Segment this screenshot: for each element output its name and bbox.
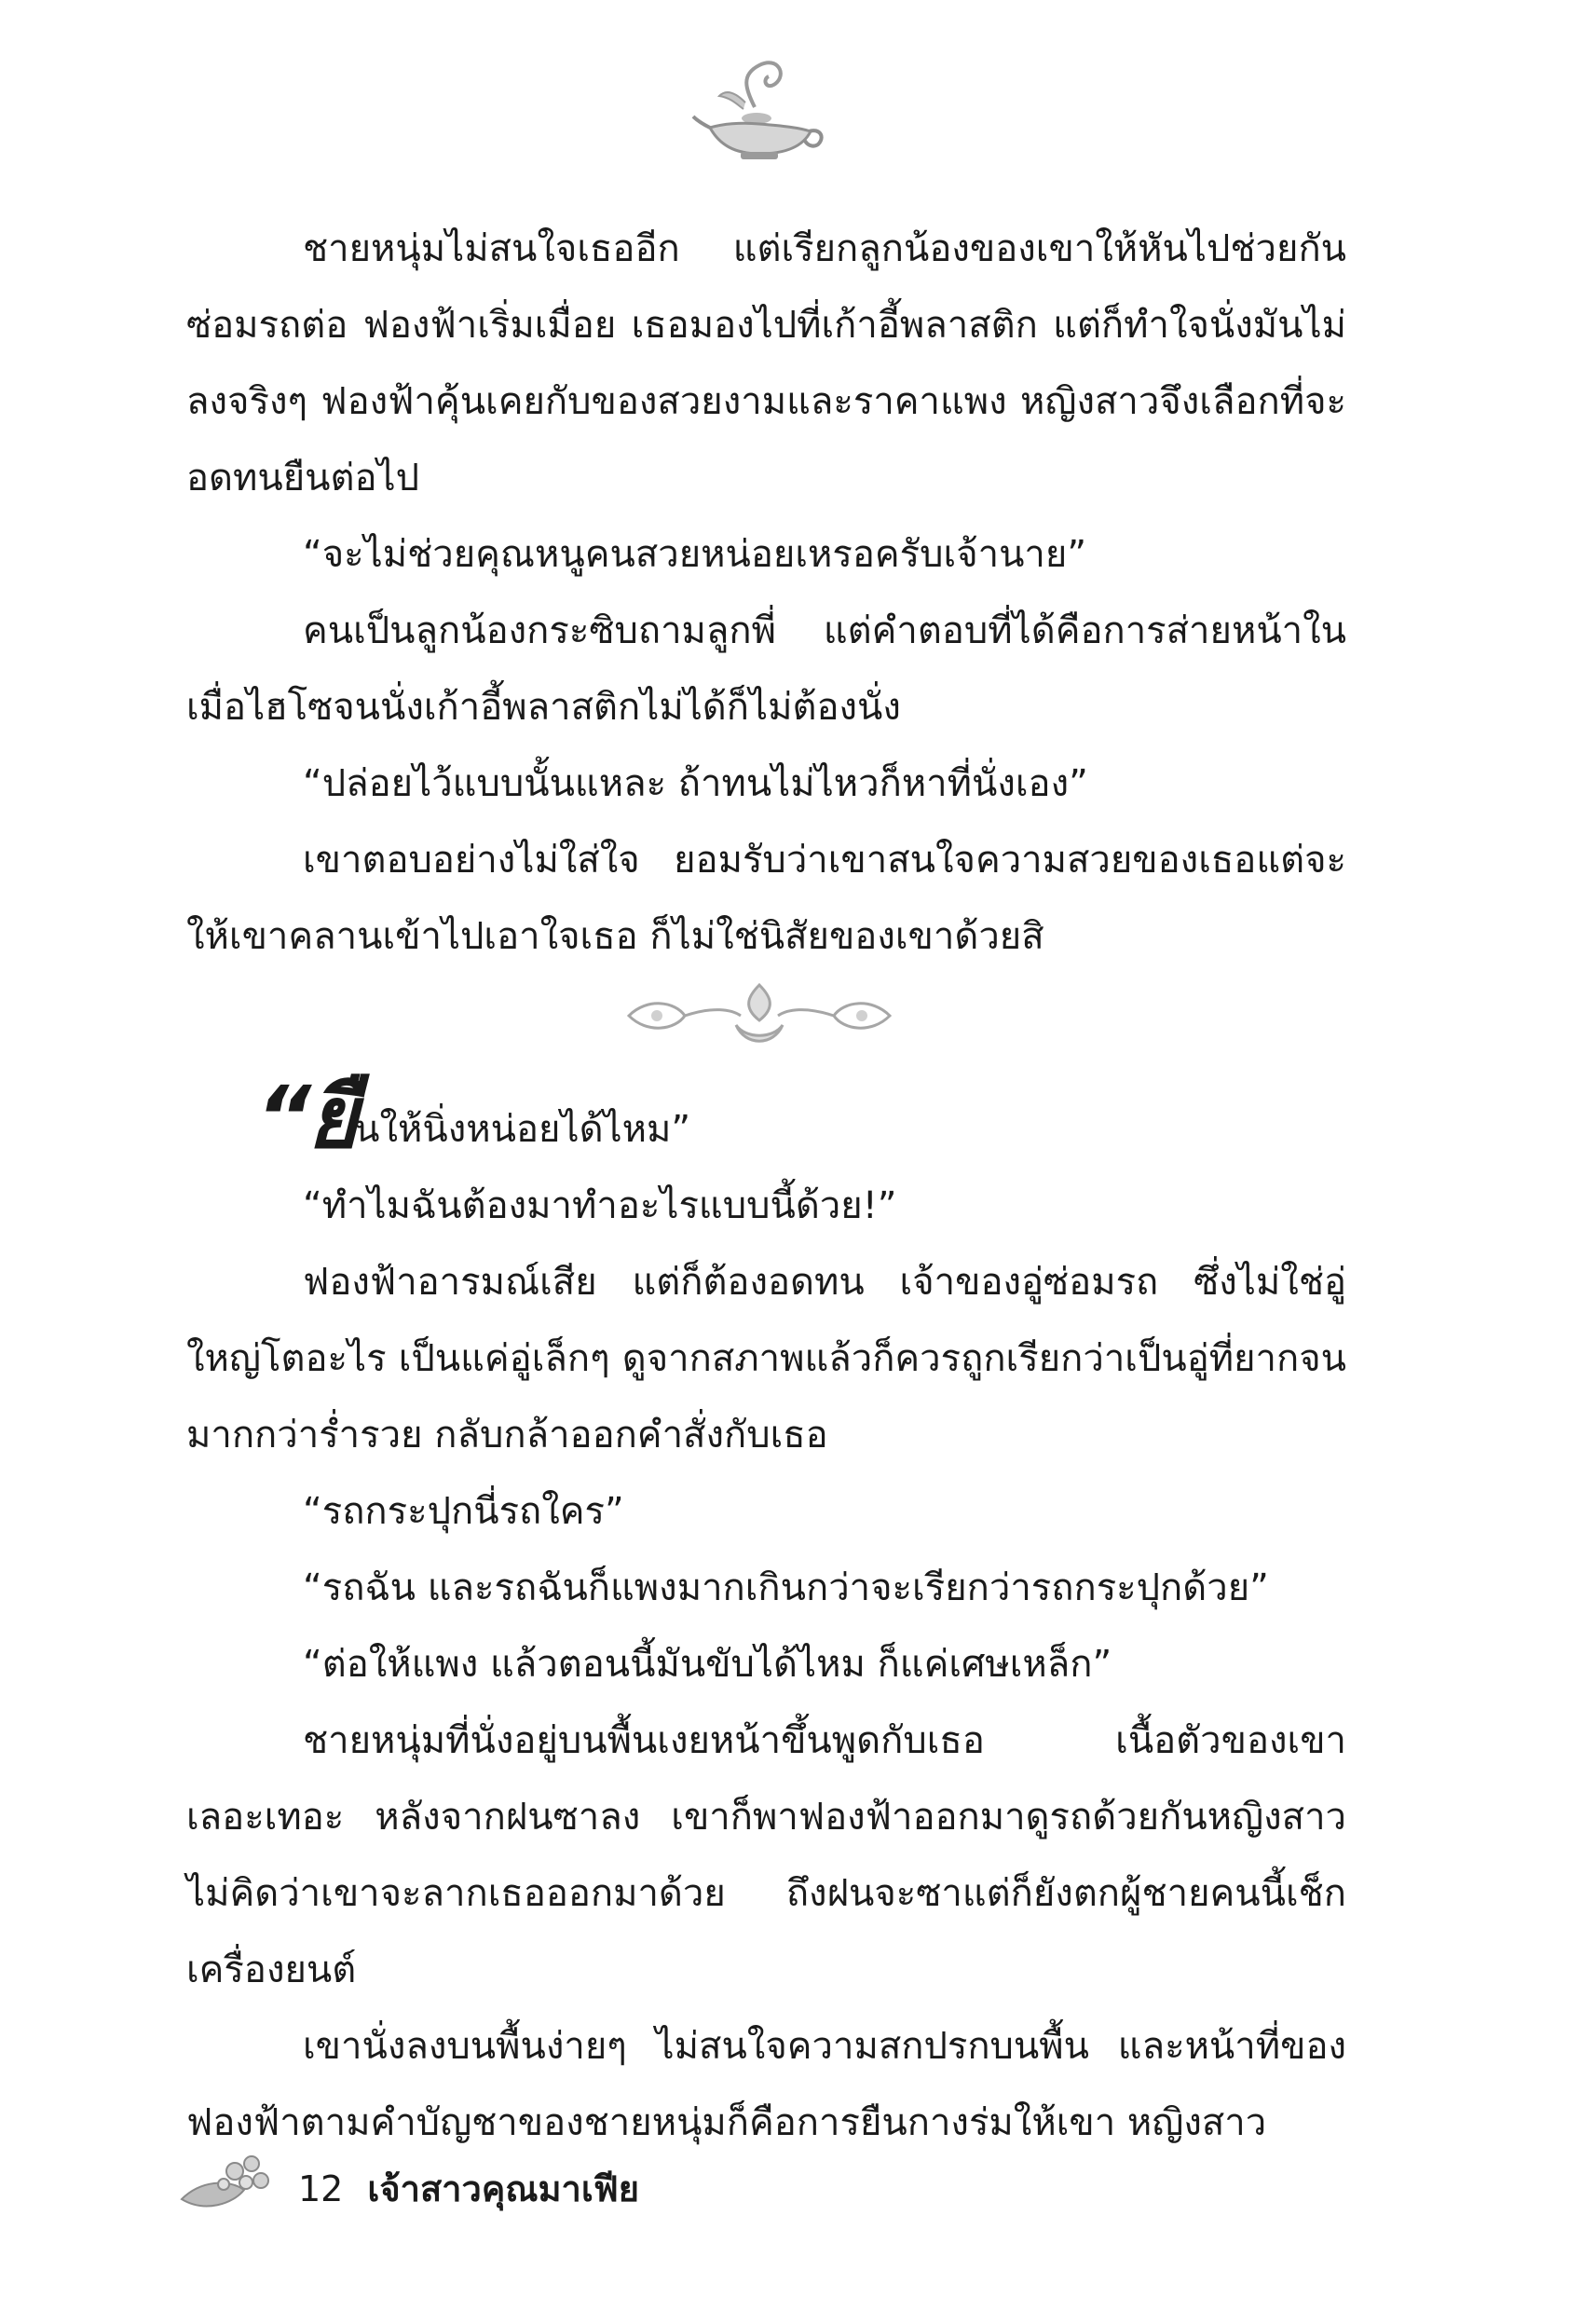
page-footer: [298, 2160, 639, 2217]
fish-bouquet-icon: [177, 2143, 275, 2222]
paragraph: เขานั่งลงบนพื้นง่ายๆ ไม่สนใจความสกปรกบนพื้น และหน้าที่ของฟองฟ้าตามคำบัญชาของชายหนุ่มก็คือการยืนกางร่มให้เขา หญิงสาว: [186, 2025, 1346, 2144]
page-number: 12: [298, 2168, 344, 2209]
dialogue-line: “รถกระปุกนี่รถใคร”: [303, 1490, 624, 1533]
paragraph: คนเป็นลูกน้องกระซิบถามลูกพี่ แต่คำตอบที่ได้คือการส่ายหน้าในเมื่อไฮโซจนนั่งเก้าอี้พลาสติกไม่ได้ก็ไม่ต้องนั่ง: [186, 609, 1346, 729]
paragraph: ชายหนุ่มไม่สนใจเธออีก แต่เรียกลูกน้องของเขาให้หันไปช่วยกันซ่อมรถต่อ ฟองฟ้าเริ่มเมื่อย เธอมองไปที่เก้าอี้พลาสติก แต่ก็ทำใจนั่งมันไม่ลงจริงๆ ฟองฟ้าคุ้นเคยกับของสวยงามและราคาแพง หญิงสาวจึงเลือกที่จะอดทนยืนต่อไป: [186, 227, 1346, 499]
paragraph: ชายหนุ่มที่นั่งอยู่บนพื้นเงยหน้าขึ้นพูดกับเธอ เนื้อตัวของเขาเลอะเทอะ หลังจากฝนซาลง เขาก็พาฟองฟ้าออกมาดูรถด้วยกันหญิงสาวไม่คิดว่าเขาจะลากเธอออกมาด้วย ถึงฝนจะซาแต่ก็ยังตกผู้ชายคนนี้เช็กเครื่องยนต์: [186, 1719, 1346, 1991]
book-title: เจ้าสาวคุณมาเฟีย: [367, 2168, 640, 2209]
dialogue-line: “รถฉัน และรถฉันก็แพงมากเกินกว่าจะเรียกว่ารถกระปุกด้วย”: [303, 1566, 1269, 1609]
genie-lamp-icon: [689, 51, 829, 168]
drop-cap: “ยื: [256, 1068, 355, 1168]
paragraph: เขาตอบอย่างไม่ใส่ใจ ยอมรับว่าเขาสนใจความสวยของเธอแต่จะให้เขาคลานเข้าไปเอาใจเธอ ก็ไม่ใช่นิสัยของเขาด้วยสิ: [186, 839, 1346, 958]
dropcap-rest: นให้นิ่งหน่อยได้ไหม”: [354, 1108, 691, 1151]
story-text-block-1: [186, 211, 1346, 975]
story-text-block-2: [186, 1068, 1346, 2161]
dropcap-paragraph: [186, 1068, 1346, 1168]
floral-divider-icon: [610, 974, 908, 1058]
dialogue-line: “จะไม่ช่วยคุณหนูคนสวยหน่อยเหรอครับเจ้านาย”: [303, 533, 1087, 576]
dialogue-line: “ต่อให้แพง แล้วตอนนี้มันขับได้ไหม ก็แค่เศษเหล็ก”: [303, 1643, 1112, 1686]
dialogue-line: “ปล่อยไว้แบบนั้นแหละ ถ้าทนไม่ไหวก็หาที่นั่งเอง”: [303, 762, 1088, 805]
dialogue-line: “ทำไมฉันต้องมาทำอะไรแบบนี้ด้วย!”: [303, 1184, 897, 1227]
paragraph: ฟองฟ้าอารมณ์เสีย แต่ก็ต้องอดทน เจ้าของอู่ซ่อมรถ ซึ่งไม่ใช่อู่ใหญ่โตอะไร เป็นแค่อู่เล็กๆ ดูจากสภาพแล้วก็ควรถูกเรียกว่าเป็นอู่ที่ยากจนมากกว่าร่ำรวย กลับกล้าออกคำสั่งกับเธอ: [186, 1261, 1346, 1456]
